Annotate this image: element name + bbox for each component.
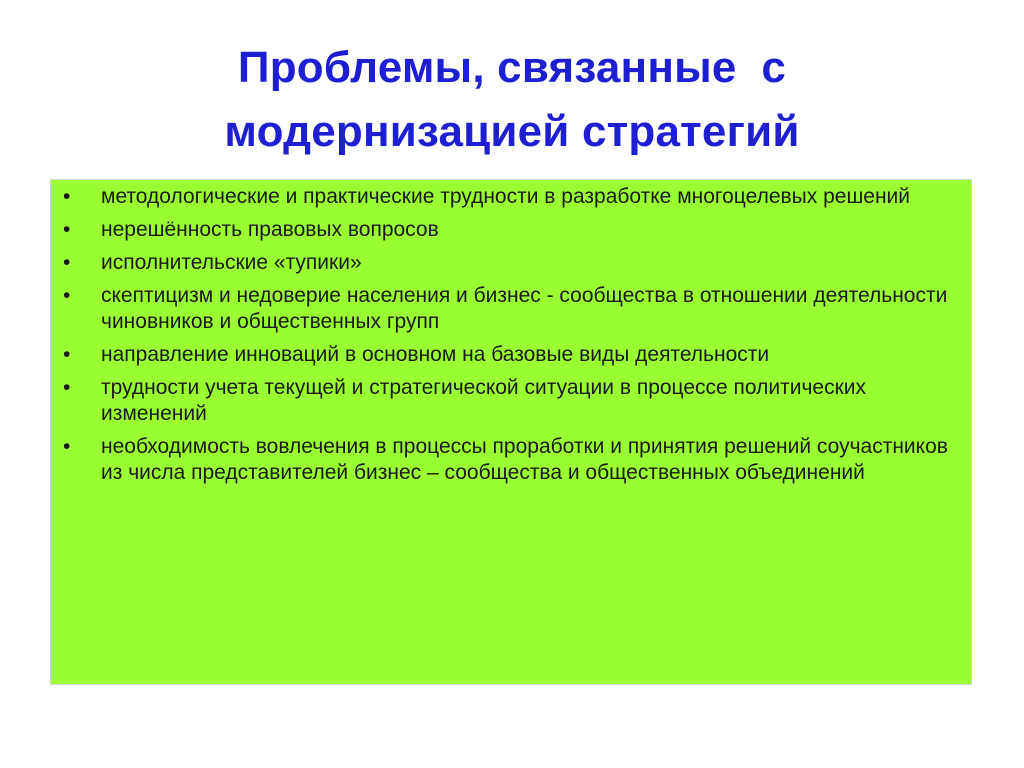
bullet-text: исполнительские «тупики» <box>101 251 362 274</box>
bullet-item <box>61 217 961 243</box>
slide-title-line-1: Проблемы, связанные с <box>237 43 787 92</box>
bullet-icon: • <box>63 284 71 307</box>
bullet-text: методологические и практические трудности в разработке многоцелевых решений <box>101 185 911 208</box>
bullet-icon: • <box>63 185 71 208</box>
bullet-item <box>61 184 961 210</box>
slide-title <box>60 36 964 164</box>
bullet-item <box>61 342 961 368</box>
bullet-text: скептицизм и недоверие населения и бизнес - сообщества в отношении деятельности чиновников и общественных групп <box>101 284 948 333</box>
content-box <box>50 179 972 685</box>
bullet-item <box>61 283 961 335</box>
bullet-text: трудности учета текущей и стратегической ситуации в процессе политических изменений <box>101 376 867 425</box>
bullet-text: направление инноваций в основном на базовые виды деятельности <box>101 343 770 366</box>
bullet-icon: • <box>63 343 71 366</box>
bullet-text: необходимость вовлечения в процессы проработки и принятия решений соучастников из числа представителей бизнес – сообщества и общественных объединений <box>101 435 948 484</box>
bullet-item <box>61 250 961 276</box>
bullet-icon: • <box>63 251 71 274</box>
bullet-icon: • <box>63 376 71 399</box>
slide-title-line-2: модернизацией стратегий <box>224 107 800 156</box>
bullet-list <box>61 184 961 493</box>
bullet-item <box>61 434 961 486</box>
bullet-item <box>61 375 961 427</box>
bullet-icon: • <box>63 218 71 241</box>
bullet-icon: • <box>63 435 71 458</box>
bullet-text: нерешённость правовых вопросов <box>101 218 439 241</box>
